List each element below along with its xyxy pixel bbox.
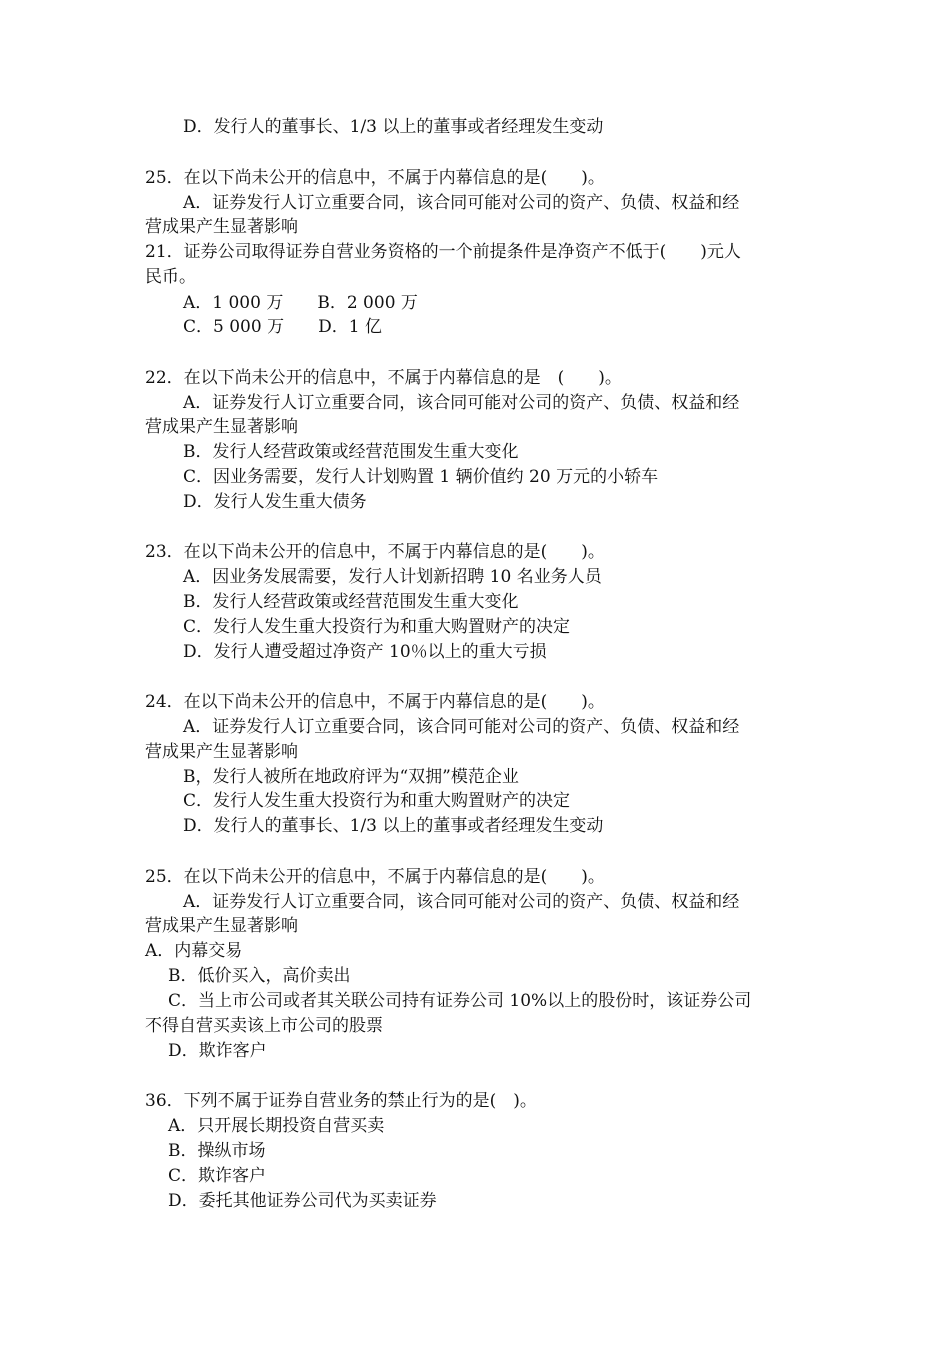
option-continuation: 营成果产生显著影响 xyxy=(145,217,298,237)
option-line: C．5 000 万 D．1 亿 xyxy=(183,317,382,337)
option-line: D．发行人发生重大债务 xyxy=(183,492,367,512)
option-line: A．证券发行人订立重要合同，该合同可能对公司的资产、负债、权益和经 xyxy=(183,717,740,737)
option-line: B，发行人被所在地政府评为“双拥”模范企业 xyxy=(183,767,519,787)
option-line: A．1 000 万 B．2 000 万 xyxy=(183,293,418,313)
option-continuation: 不得自营买卖该上市公司的股票 xyxy=(145,1016,383,1036)
option-line: A．证券发行人订立重要合同，该合同可能对公司的资产、负债、权益和经 xyxy=(183,193,740,213)
option-line: A．因业务发展需要，发行人计划新招聘 10 名业务人员 xyxy=(183,567,602,587)
option-line: D．欺诈客户 xyxy=(168,1041,267,1061)
option-line: A．证券发行人订立重要合同，该合同可能对公司的资产、负债、权益和经 xyxy=(183,892,740,912)
question-line: 25．在以下尚未公开的信息中，不属于内幕信息的是( )。 xyxy=(145,168,605,188)
option-line: A．证券发行人订立重要合同，该合同可能对公司的资产、负债、权益和经 xyxy=(183,393,740,413)
option-line: B．低价买入，高价卖出 xyxy=(168,966,351,986)
option-line: C．因业务需要，发行人计划购置 1 辆价值约 20 万元的小轿车 xyxy=(183,467,659,487)
question-line: 23．在以下尚未公开的信息中，不属于内幕信息的是( )。 xyxy=(145,542,605,562)
option-continuation: 营成果产生显著影响 xyxy=(145,742,298,762)
question-line: 25．在以下尚未公开的信息中，不属于内幕信息的是( )。 xyxy=(145,867,605,887)
option-line: D．发行人的董事长、1/3 以上的董事或者经理发生变动 xyxy=(183,117,604,137)
option-line: C．发行人发生重大投资行为和重大购置财产的决定 xyxy=(183,791,571,811)
option-continuation: 营成果产生显著影响 xyxy=(145,417,298,437)
option-line: C．当上市公司或者其关联公司持有证券公司 10%以上的股份时，该证券公司 xyxy=(168,991,752,1011)
option-line: A．内幕交易 xyxy=(145,941,243,961)
question-line: 22．在以下尚未公开的信息中，不属于内幕信息的是 ( )。 xyxy=(145,368,622,388)
option-line: C．发行人发生重大投资行为和重大购置财产的决定 xyxy=(183,617,571,637)
question-line: 36．下列不属于证券自营业务的禁止行为的是( )。 xyxy=(145,1091,537,1111)
option-line: D．发行人遭受超过净资产 10％以上的重大亏损 xyxy=(183,642,547,662)
option-line: B．操纵市场 xyxy=(168,1141,266,1161)
option-line: A．只开展长期投资自营买卖 xyxy=(168,1116,385,1136)
option-continuation: 营成果产生显著影响 xyxy=(145,916,298,936)
option-line: C．欺诈客户 xyxy=(168,1166,267,1186)
question-line: 21．证券公司取得证券自营业务资格的一个前提条件是净资产不低于( )元人 xyxy=(145,242,741,262)
question-line: 24．在以下尚未公开的信息中，不属于内幕信息的是( )。 xyxy=(145,692,605,712)
option-line: D．委托其他证券公司代为买卖证券 xyxy=(168,1191,437,1211)
option-line: B．发行人经营政策或经营范围发生重大变化 xyxy=(183,592,519,612)
question-continuation: 民币。 xyxy=(145,267,196,287)
option-line: D．发行人的董事长、1/3 以上的董事或者经理发生变动 xyxy=(183,816,604,836)
option-line: B．发行人经营政策或经营范围发生重大变化 xyxy=(183,442,519,462)
